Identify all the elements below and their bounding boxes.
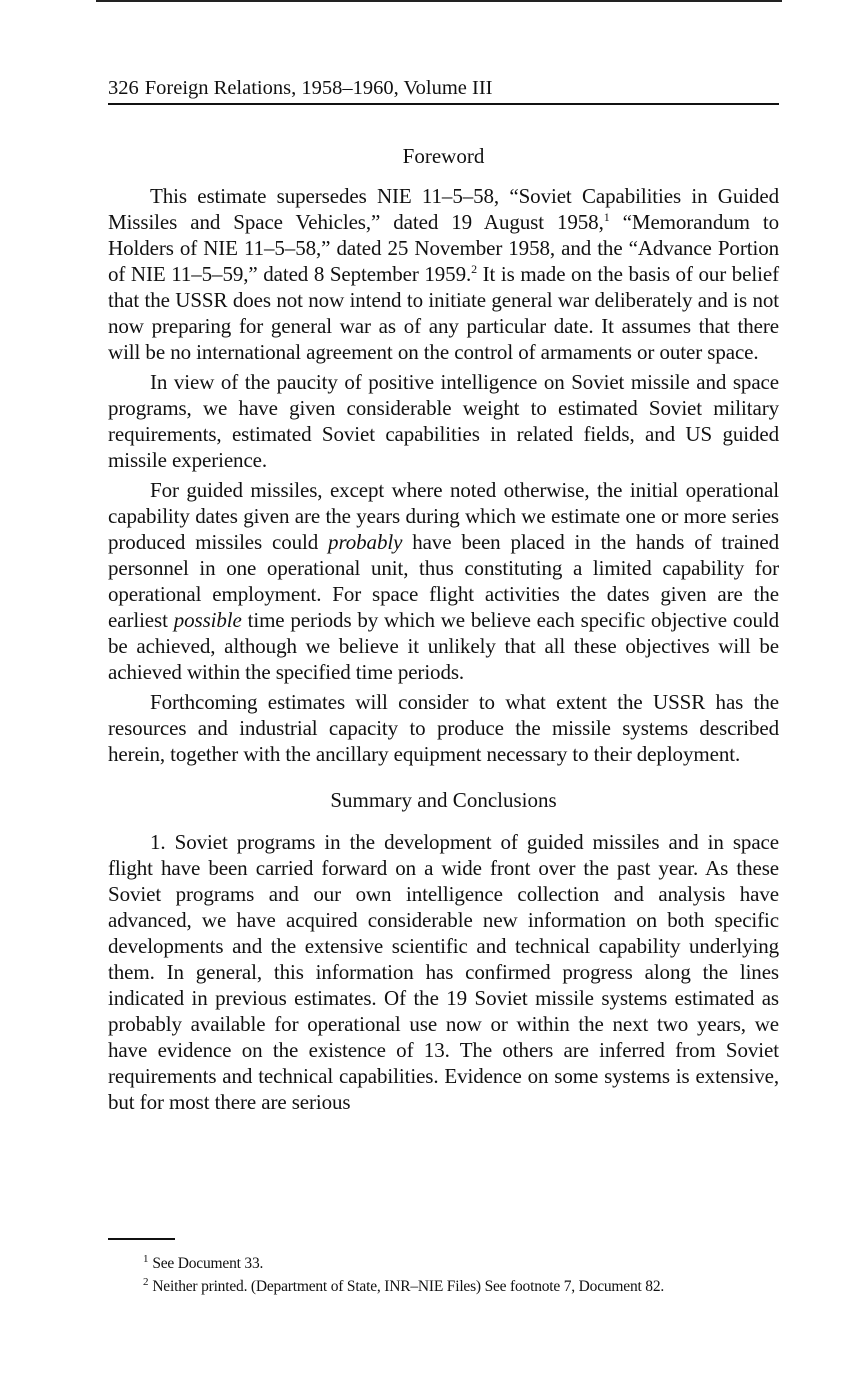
footnote-ref-2: 2 — [471, 262, 478, 276]
footnotes — [143, 1252, 783, 1298]
footnote-text: See Document 33. — [152, 1255, 264, 1272]
running-header — [108, 76, 779, 105]
foreword-p1-text-c: It is made on the basis of our belief that the USSR does not now intend to initiate general war deliberately and is not now preparing for general war as of any particular date. It assumes that there will be no international agreement on the control of armaments or outer space. — [108, 262, 779, 364]
foreword-p3-text-b: have been placed in the hands of trained personnel in one operational unit, thus constituting a limited capability for operational employment. For space flight activities the dates given are the earliest — [108, 530, 779, 632]
foreword-p3-text-a: For guided missiles, except where noted otherwise, the initial operational capability dates given are the years during which we estimate one or more series produced missiles could — [108, 478, 779, 554]
summary-heading: Summary and Conclusions — [330, 788, 557, 812]
footnote-1 — [143, 1252, 783, 1275]
foreword-heading: Foreword — [402, 144, 485, 168]
footnote-text: Neither printed. (Department of State, INR–NIE Files) See footnote 7, Document 82. — [152, 1278, 665, 1295]
foreword-paragraph-4: Forthcoming estimates will consider to what extent the USSR has the resources and industrial capacity to produce the missile systems described herein, together with the ancillary equipment necessary to their deployment. — [108, 690, 779, 766]
footnote-separator — [108, 1238, 175, 1240]
emphasis-possible: possible — [173, 608, 242, 632]
foreword-paragraph-2: In view of the paucity of positive intelligence on Soviet missile and space programs, we have given considerable weight to estimated Soviet military requirements, estimated Soviet capabilities in related fields, and US guided missile experience. — [108, 370, 779, 472]
summary-paragraph-1: 1. Soviet programs in the development of guided missiles and in space flight have been carried forward on a wide front over the past year. As these Soviet programs and our own intelligence collection and analysis have advanced, we have acquired considerable new information on both specific developments and the extensive scientific and technical capability underlying them. In general, this information has confirmed progress along the lines indicated in previous estimates. Of the 19 Soviet missile systems estimated as probably available for operational use now or within the next two years, we have evidence on the existence of 13. The others are inferred from Soviet requirements and technical capabilities. Evidence on some systems is extensive, but for most there are serious — [108, 830, 779, 1114]
foreword-p3-text-c: time periods by which we believe each specific objective could be achieved, although we believe it unlikely that all these objectives will be achieved within the specified time periods. — [108, 608, 780, 684]
footnote-2 — [143, 1275, 783, 1298]
footnote-mark: 1 — [143, 1252, 149, 1265]
page-number: 326 — [108, 77, 139, 99]
emphasis-probably: probably — [328, 530, 403, 554]
footnote-ref-1: 1 — [603, 210, 610, 224]
foreword-p1-text-a: This estimate supersedes NIE 11–5–58, “Soviet Capabilities in Guided Missiles and Space Vehicles,” dated 19 August 1958, — [108, 184, 779, 234]
document-page — [108, 76, 779, 1119]
running-title: Foreign Relations, 1958–1960, Volume III — [144, 77, 493, 99]
page-top-border — [96, 0, 782, 2]
footnote-mark: 2 — [143, 1275, 149, 1288]
foreword-p1-text-b: “Memorandum to Holders of NIE 11–5–58,” dated 25 November 1958, and the “Advance Portion of NIE 11–5–59,” dated 8 September 1959. — [108, 210, 779, 286]
foreword-paragraph-3 — [108, 477, 779, 685]
foreword-paragraph-1 — [108, 183, 779, 365]
